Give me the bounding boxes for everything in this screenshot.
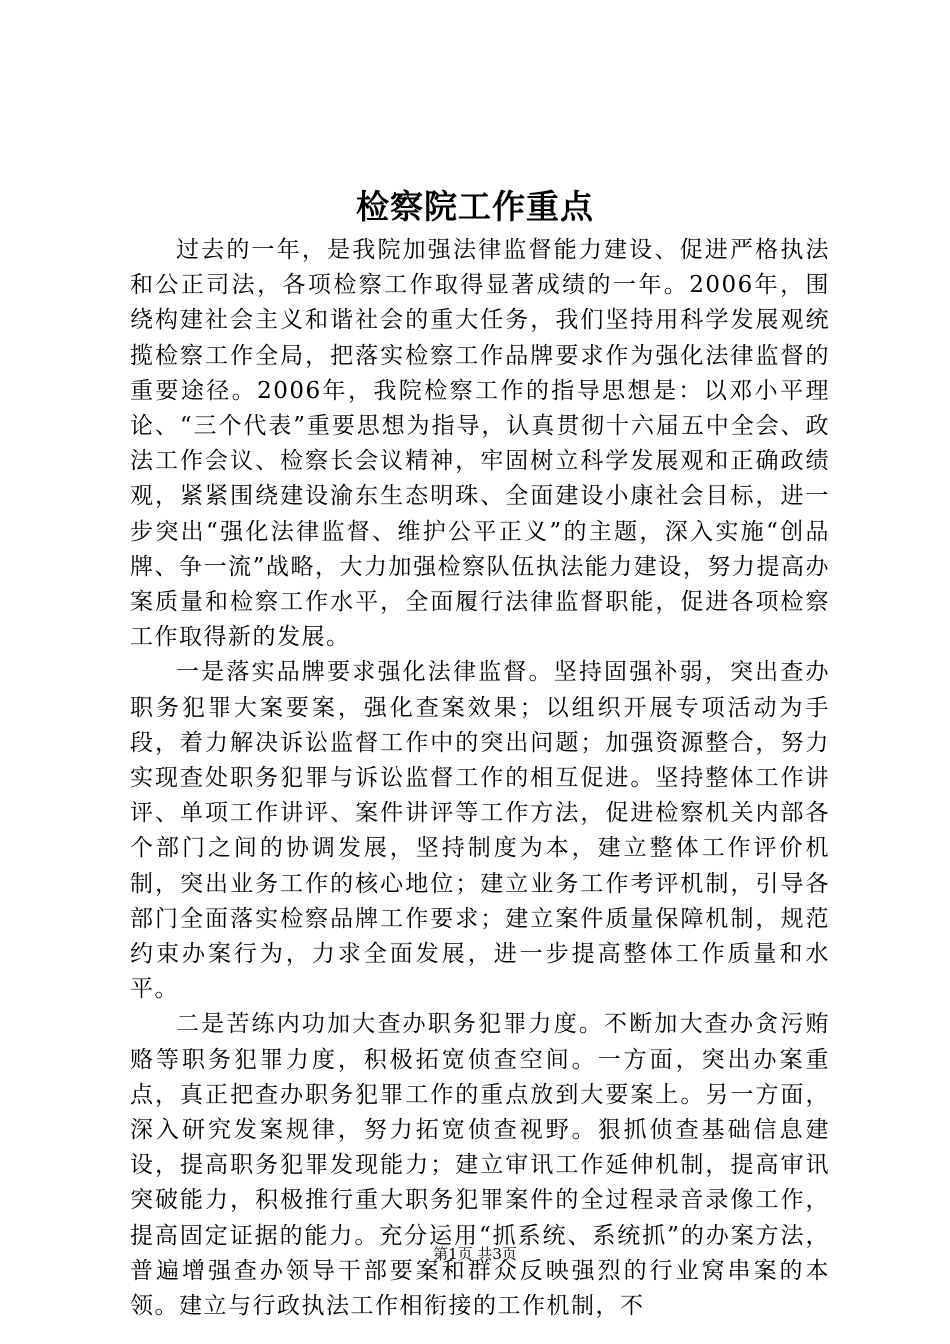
document-body [130,233,830,1324]
paragraph-point-two: 二是苦练内功加大查办职务犯罪力度。不断加大查办贪污贿赂等职务犯罪力度，积极拓宽侦查空间。一方面，突出办案重点，真正把查办职务犯罪工作的重点放到大要案上。另一方面，深入研究发案规律，努力拓宽侦查视野。狠抓侦查基础信息建设，提高职务犯罪发现能力；建立审讯工作延伸机制，提高审讯突破能力，积极推行重大职务犯罪案件的全过程录音录像工作，提高固定证据的能力。充分运用“抓系统、系统抓”的办案方法，普遍增强查办领导干部要案和群众反映强烈的行业窝串案的本领。建立与行政执法工作相衔接的工作机制，不 [130,1011,830,1320]
document-title: 检察院工作重点 [356,187,594,226]
paragraph-intro: 过去的一年，是我院加强法律监督能力建设、促进严格执法和公正司法，各项检察工作取得显著成绩的一年。2006年，围绕构建社会主义和谐社会的重大任务，我们坚持用科学发展观统揽检察工作全局，把落实检察工作品牌要求作为强化法律监督的重要途径。2006年，我院检察工作的指导思想是：以邓小平理论、“三个代表”重要思想为指导，认真贯彻十六届五中全会、政法工作会议、检察长会议精神，牢固树立科学发展观和正确政绩观，紧紧围绕建设渝东生态明珠、全面建设小康社会目标，进一步突出“强化法律监督、维护公平正义”的主题，深入实施“创品牌、争一流”战略，大力加强检察队伍执法能力建设，努力提高办案质量和检察工作水平，全面履行法律监督职能，促进各项检察工作取得新的发展。 [130,237,830,651]
paragraph-point-one: 一是落实品牌要求强化法律监督。坚持固强补弱，突出查办职务犯罪大案要案，强化查案效果；以组织开展专项活动为手段，着力解决诉讼监督工作中的突出问题；加强资源整合，努力实现查处职务犯罪与诉讼监督工作的相互促进。坚持整体工作讲评、单项工作讲评、案件讲评等工作方法，促进检察机关内部各个部门之间的协调发展，坚持制度为本，建立整体工作评价机制，突出业务工作的核心地位；建立业务工作考评机制，引导各部门全面落实检察品牌工作要求；建立案件质量保障机制，规范约束办案行为，力求全面发展，进一步提高整体工作质量和水平。 [130,659,830,1003]
page-number-footer: 第1页 共3页 [433,1245,517,1263]
